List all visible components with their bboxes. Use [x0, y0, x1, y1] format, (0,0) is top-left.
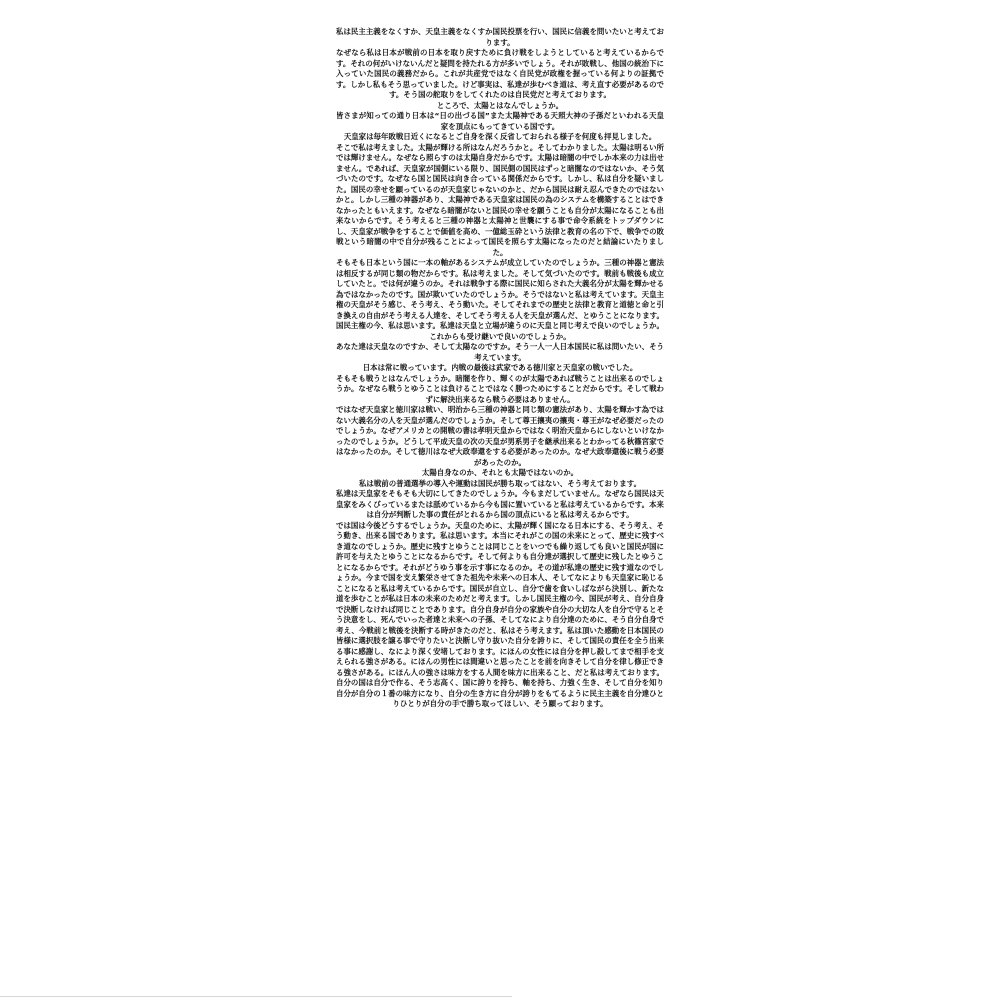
paragraph: 皆さまが知っての通り日本は“日の出づる国”また太陽神である天照大神の子孫だといわれる天皇家を頂点にもってきている国です。 — [336, 111, 664, 131]
paragraph: 太陽自身なのか、それとも太陽ではないのか。 — [421, 468, 579, 477]
paragraph: では国は今後どうするでしょうか。天皇のために、太陽が輝く国になる日本にする、そう考え、そう動き、出来る国であります。私は思います。本当にそれがこの国の未来にとって、歴史に残すべき道なのでしょうか。歴史に残すとゆうことは同じことをいつでも繰り返しても良いと国民が国に許可を与えたとゆうことになるからです。そして何よりも自分達が選択して歴史に残したとゆうことになるからです。それがどうゆう事を示す事になるのか。その道が私達の歴史に残す道なのでしょうか。今まで国を支え繁栄させてきた祖先や未来への日本人、そしてなによりも天皇家に恥じることになると私は考えているからです。国民が自立し、自分で歯を食いしばながら決別し、新たな道を歩むことが私は日本の未来のためだと考えます。しかし国民主権の今、国民が考え、自分自身で決断しなければ同じことであります。自分自身が自分の家族や自分の大切な人を自分で守るとそう決意をし、死んでいった者達と未来への子孫、そしてなにより自分達のために、そう自分自身で考え、今戦前と戦後を決断する時がきたのだと、私はそう考えます。私は頂いた感動を日本国民の皆様に選択肢を譲る事で守りたいと決断し守り抜いた自分を誇りに、そして国民の責任を全う出来る事に感謝し、なにより深く安堵しております。にほんの女性には自分を押し殺してまで相手を支えられる強さがある。にほんの男性には間違いと思ったことを前を向きそして自分を律し修正できる強さがある。にほん人の強さは味方をする人間を味方に出来ること、だと私は考えております。自分の国は自分で作る、そう志高く、国に誇りを持ち、軸を持ち、力強く生き、そして自分を知り自分が自分の１番の味方になり、自分の生き方に自分が誇りをもてるように民主主義を自分達ひとりひとりが自分の手で勝ち取ってほしい、そう願っております。 — [336, 520, 664, 708]
paragraph: そこで私は考えました。太陽が輝ける所はなんだろうかと。そしてわかりました。太陽は明るい所では輝けません。なぜなら照らすのは太陽自身だからです。太陽は暗闇の中でしか本来の力は出せません。であれば、天皇家が国側にいる限り、国民側の国民はずっと暗闇なのではないか、そう気づいたのです。なぜなら国と国民は向き合っている関係だからです。しかし、私は自分を疑いました。国民の幸せを願っているのが天皇家じゃないのかと、だから国民は耐え忍んできたのではないかと。しかし三種の神器があり、太陽神である天皇家は国民の為のシステムを構築することはできなかったともいえます。なぜなら暗闇がないと国民の幸せを願うことも自分が太陽になることも出来ないからです。そう考えると三種の神器と太陽神と世襲にする事で命令系統をトップダウンにし、天皇家が戦争をすることで価値を高め、一億総玉砕という法律と教育の名の下で、戦争での敗戦という暗闇の中で自分が残ることによって国民を照らす太陽になったのだと結論にいたりました。 — [336, 142, 664, 257]
paragraph: なぜなら私は日本が戦前の日本を取り戻すために負け戦をしようとしていると考えているからです。それの何がいけないんだと疑問を持たれる方が多いでしょう。それが敗戦し、他国の統治下に入っていた国民の義務だから。これが共産党ではなく自民党が政権を握っている何よりの証拠です。しかし私もそう思っていました。けど事実は、私達が歩むべき道は、考え直す必要があるのです。そう国の舵取りをしてくれたのは自民党だと考えております。 — [336, 48, 664, 99]
divider — [0, 996, 512, 997]
paragraph: 天皇家は毎年敗戦日近くになるとご自身を深く反省しておられる様子を何度も拝見しました。 — [343, 132, 657, 141]
paragraph: 私は民主主義をなくすか、天皇主義をなくすか国民投票を行い、国民に信義を問いたいと考えております。 — [336, 27, 664, 47]
paragraph: 私は戦前の普通選挙の導入や運動は国民が勝ち取ってはない、そう考えております。 — [358, 478, 642, 488]
paragraph: そもそも戦うとはなんでしょうか。暗闇を作り、輝くのが太陽であれば戦うことは出来るのでしょうか。なぜなら戦うとゆうことは負けることではなく勝つためにすることだからです。そして戦わずに解決出来るなら戦う必要はありません。 — [336, 373, 664, 404]
paragraph: あなた達は天皇なのですか、そして太陽なのですか。そう一人一人日本国民に私は問いたい、そう考えています。 — [336, 342, 664, 362]
paragraph: ではなぜ天皇家と徳川家は戦い、明治から三種の神器と同じ類の憲法があり、太陽を輝かす為ではない大義名分の人を天皇が選んだのでしょうか。そして尊王攘夷の攘夷・尊王がなぜ必要だったのでしょうか。なぜアメリカとの開戦の書は孝明天皇からではなく明治天皇からにしないといけなかったのでしょうか。どうして平成天皇の次の天皇が男系男子を継承出来るとわかってる秋篠宮家ではなかったのか。そして徳川はなぜ大政奉還をする必要があったのか。なぜ大政奉還後に戦う必要があったのか。 — [336, 405, 664, 467]
paragraph: 私達は天皇家をそもそも大切にしてきたのでしょうか。今もまだしていません。なぜなら国民は天皇家をみくびっているまたは舐めているから今も国に置いていると私は考えているからです。本来は自分が判断した事の責任がとれるから国の頂点にいると私は考えるからです。 — [336, 489, 664, 519]
document-body — [336, 27, 664, 710]
paragraph: そもそも日本という国に一本の軸があるシステムが成立していたのでしょうか。三種の神器と憲法は相反するが同じ類の物だからです。私は考えました。そして気づいたのです。戦前も戦後も成立していたと。では何が違うのか。それは戦争する際に国民に知らされた大義名分が太陽を輝かせる為ではなかったのです。国が欺いていたのでしょうか。そうではないと私は考えています。天皇主権の天皇がそう感じ、そう考え、そう動いた。そしてそれまでの歴史と法律と教育と道徳と命と引き換えの自由がそう考える人達を、そしてそう考える人を天皇が選んだ、とゆうことになります。国民主権の今、私は思います。私達は天皇と立場が違うのに天皇と同じ考えで良いのでしょうか。これからも受け継いで良いのでしょうか。 — [336, 258, 664, 341]
paragraph: 日本は常に戦っています。内戦の最後は武家である徳川家と天皇家の戦いでした。 — [362, 363, 638, 372]
paragraph: ところで、太陽とはなんでしょうか。 — [436, 100, 564, 110]
